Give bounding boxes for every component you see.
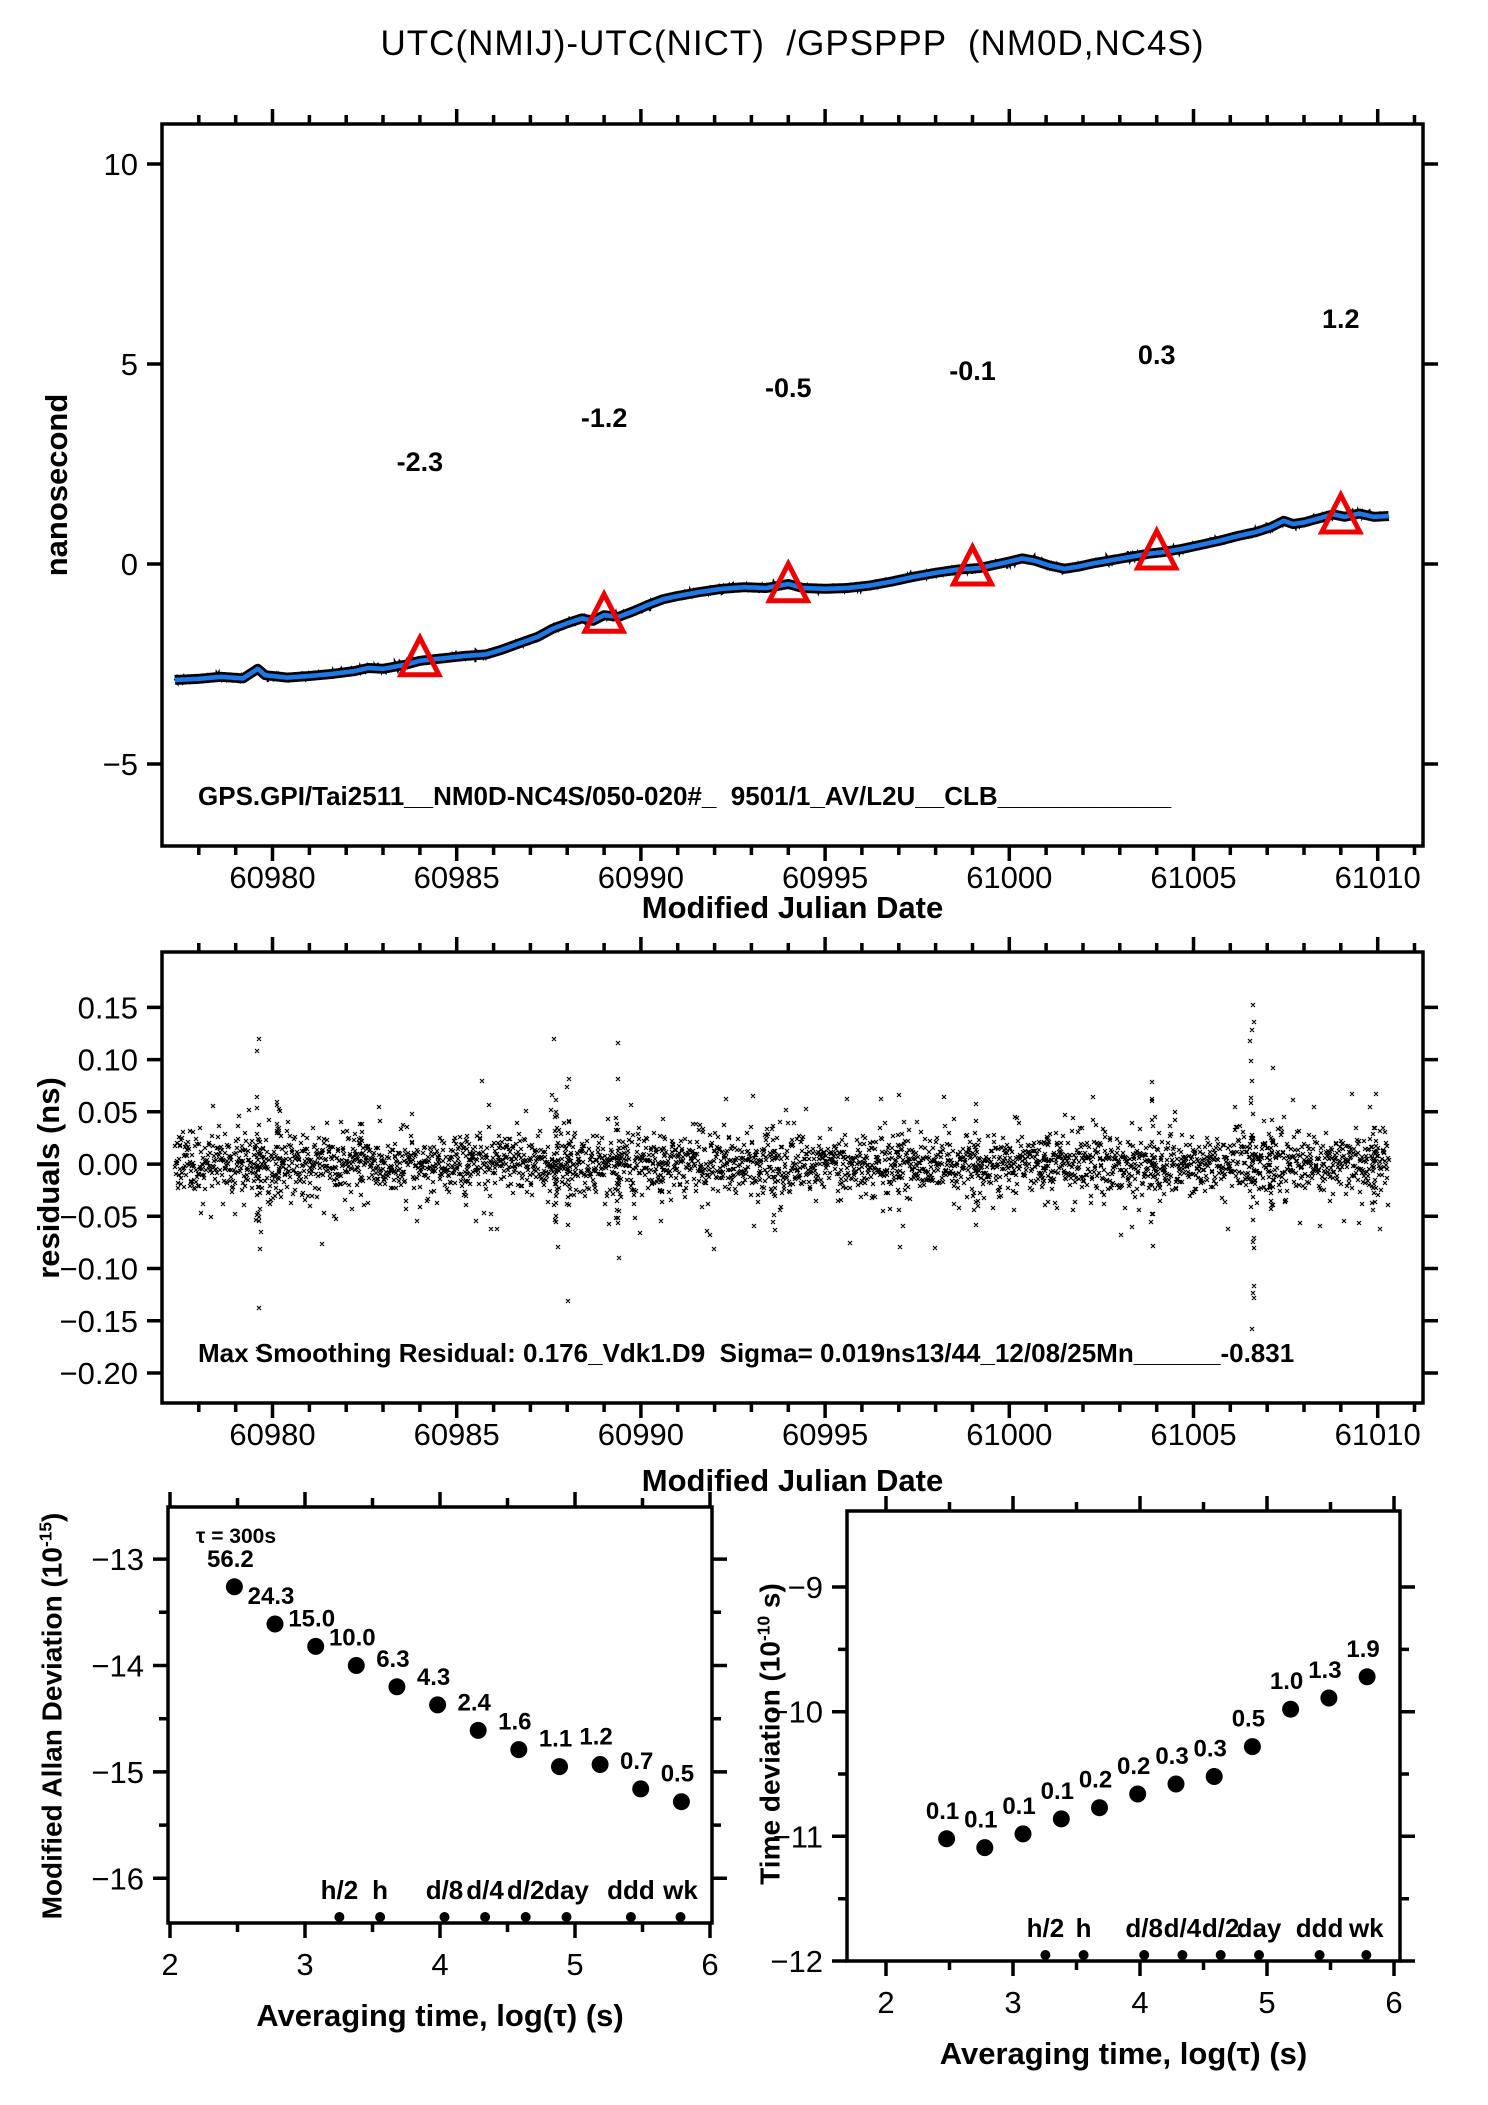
tdev-y-axis-title-sup: -10	[753, 1615, 774, 1641]
reference-tau-dot	[480, 1912, 490, 1922]
svg-text:61005: 61005	[1150, 1417, 1237, 1452]
svg-text:−0.05: −0.05	[59, 1199, 138, 1235]
residuals-y-axis-title: residuals (ns)	[31, 1077, 66, 1279]
reference-tau-label: h/2	[320, 1875, 359, 1905]
deviation-data-point	[267, 1616, 284, 1633]
reference-tau-label: d/8	[1125, 1913, 1163, 1943]
reference-tau-label: d/8	[425, 1875, 464, 1905]
svg-text:0: 0	[120, 547, 138, 582]
deviation-data-point	[348, 1657, 365, 1674]
deviation-data-point	[388, 1678, 405, 1695]
reference-tau-label: h	[1075, 1913, 1092, 1943]
svg-text:6: 6	[1385, 1985, 1403, 2020]
reference-tau-label: day	[544, 1875, 589, 1905]
residuals-x-axis-title: Modified Julian Date	[641, 1463, 944, 1498]
deviation-data-point	[1282, 1701, 1299, 1718]
reference-tau-dot	[562, 1912, 572, 1922]
svg-text:2: 2	[161, 1947, 179, 1982]
mdev-y-axis-title-tail: )	[36, 1512, 68, 1522]
tdev-y-axis-title-tail: s)	[754, 1583, 786, 1616]
tdev-panel	[770, 1496, 1415, 2020]
deviation-value-label: 24.3	[247, 1583, 295, 1610]
svg-text:0.05: 0.05	[77, 1094, 138, 1130]
svg-text:0.00: 0.00	[77, 1147, 138, 1183]
deviation-value-label: 0.1	[1002, 1792, 1036, 1820]
triangle-value-label: 0.3	[1137, 340, 1176, 370]
svg-text:−10: −10	[770, 1694, 823, 1730]
triangle-value-label: -0.1	[949, 356, 996, 386]
svg-text:60990: 60990	[597, 860, 685, 895]
deviation-data-point	[1244, 1738, 1261, 1755]
deviation-data-point	[510, 1741, 527, 1758]
deviation-data-point	[1053, 1810, 1070, 1827]
deviation-value-label: 0.3	[1155, 1743, 1189, 1770]
svg-text:−0.15: −0.15	[59, 1303, 138, 1339]
reference-tau-label: day	[1236, 1913, 1282, 1943]
residuals-annotation: Max Smoothing Residual: 0.176_Vdk1.D9 Sigma= 0.019ns13/44_12/08/25Mn______-0.831	[198, 1338, 1295, 1368]
svg-text:60995: 60995	[781, 860, 869, 895]
svg-text:6: 6	[701, 1947, 719, 1982]
svg-text:61005: 61005	[1150, 860, 1237, 895]
svg-text:4: 4	[1131, 1985, 1149, 2020]
tdev-y-axis-title	[753, 1583, 786, 1885]
deviation-data-point	[673, 1793, 690, 1810]
deviation-value-label: 0.3	[1193, 1735, 1227, 1763]
phase-x-axis-title: Modified Julian Date	[641, 890, 944, 925]
deviation-value-label: 1.3	[1308, 1657, 1342, 1684]
tdev-x-axis-title: Averaging time, log(τ) (s)	[939, 2036, 1308, 2071]
reference-tau-label: h	[372, 1875, 389, 1905]
deviation-value-label: 0.7	[620, 1747, 654, 1775]
deviation-value-label: 0.1	[925, 1797, 960, 1825]
svg-text:−11: −11	[772, 1819, 823, 1855]
svg-text:5: 5	[120, 347, 138, 382]
residual-scatter-points	[173, 1003, 1391, 1351]
svg-text:10: 10	[103, 147, 138, 182]
svg-text:61000: 61000	[966, 860, 1053, 895]
triangle-value-label: 1.2	[1322, 304, 1360, 334]
deviation-value-label: 0.5	[660, 1760, 695, 1788]
deviation-value-label: 0.1	[1040, 1777, 1074, 1805]
deviation-data-point	[632, 1780, 649, 1797]
residuals-panel	[60, 937, 1438, 1452]
svg-text:−0.20: −0.20	[59, 1356, 138, 1391]
phase-panel	[103, 109, 1438, 895]
reference-tau-dot	[334, 1912, 344, 1922]
tdev-y-axis-title-main: Time deviation (10	[754, 1640, 786, 1885]
mdev-y-axis-title-sup: -15	[35, 1521, 56, 1548]
deviation-value-label: 1.9	[1346, 1635, 1380, 1663]
reference-tau-dot	[1216, 1950, 1226, 1960]
reference-tau-label: wk	[663, 1875, 698, 1905]
deviation-value-label: 0.5	[1231, 1705, 1266, 1733]
deviation-data-point	[592, 1756, 609, 1773]
phase-annotation: GPS.GPI/Tai2511__NM0D-NC4S/050-020#_ 9501/1_AV/L2U__CLB____________	[198, 781, 1172, 811]
reference-tau-dot	[1177, 1950, 1187, 1960]
triangle-value-label: -0.5	[765, 372, 812, 403]
svg-text:−5: −5	[102, 747, 138, 782]
deviation-value-label: 0.2	[1117, 1753, 1151, 1780]
triangle-value-label: -1.2	[580, 403, 628, 434]
svg-text:60980: 60980	[229, 860, 316, 895]
svg-text:5: 5	[1258, 1985, 1276, 2020]
mdev-x-axis-title: Averaging time, log(τ) (s)	[256, 1998, 624, 2033]
reference-tau-dot	[521, 1912, 531, 1922]
svg-text:−9: −9	[787, 1570, 823, 1605]
deviation-data-point	[938, 1830, 955, 1847]
reference-tau-label: h/2	[1026, 1913, 1065, 1943]
reference-tau-dot	[676, 1912, 686, 1922]
svg-text:4: 4	[431, 1947, 449, 1982]
svg-text:61010: 61010	[1334, 1417, 1421, 1452]
mdev-tau-note: τ = 300s	[196, 1525, 277, 1548]
svg-text:−13: −13	[91, 1542, 144, 1578]
svg-text:60985: 60985	[413, 860, 500, 895]
deviation-data-point	[226, 1578, 243, 1595]
svg-text:61000: 61000	[966, 1417, 1053, 1452]
phase-y-axis-title: nanosecond	[39, 393, 74, 577]
svg-text:−15: −15	[91, 1754, 144, 1790]
reference-tau-label: ddd	[607, 1875, 655, 1905]
triangle-value-label: -2.3	[396, 446, 444, 477]
svg-text:61010: 61010	[1334, 860, 1421, 895]
deviation-value-label: 1.2	[579, 1723, 613, 1751]
reference-tau-dot	[1361, 1950, 1371, 1960]
svg-text:0.10: 0.10	[77, 1042, 138, 1078]
deviation-data-point	[1359, 1668, 1376, 1685]
figure-title: UTC(NMIJ)-UTC(NICT) /GPSPPP (NM0D,NC4S)	[380, 24, 1205, 63]
deviation-data-point	[976, 1839, 993, 1856]
reference-tau-label: d/2	[506, 1875, 545, 1905]
deviation-data-point	[1320, 1690, 1337, 1707]
svg-text:3: 3	[1004, 1985, 1022, 2020]
svg-text:60980: 60980	[229, 1417, 316, 1452]
svg-text:−0.10: −0.10	[59, 1251, 138, 1287]
deviation-value-label: 1.6	[498, 1708, 532, 1736]
deviation-data-point	[1168, 1776, 1185, 1793]
deviation-value-label: 1.0	[1269, 1668, 1304, 1696]
reference-tau-dot	[1079, 1950, 1089, 1960]
reference-tau-dot	[1254, 1950, 1264, 1960]
deviation-data-point	[551, 1758, 568, 1775]
svg-text:0.15: 0.15	[77, 990, 138, 1026]
deviation-value-label: 6.3	[376, 1645, 410, 1673]
svg-text:3: 3	[296, 1947, 314, 1982]
deviation-data-point	[1129, 1786, 1146, 1803]
reference-tau-label: d/4	[466, 1875, 504, 1905]
reference-tau-dot	[626, 1912, 636, 1922]
reference-tau-label: ddd	[1295, 1913, 1344, 1943]
reference-tau-dot	[440, 1912, 450, 1922]
mdev-y-axis-title-main: Modified Allan Deviation (10	[36, 1547, 68, 1920]
svg-text:−14: −14	[91, 1648, 144, 1684]
deviation-data-point	[1015, 1825, 1032, 1842]
deviation-data-point	[429, 1696, 446, 1713]
reference-tau-dot	[375, 1912, 385, 1922]
deviation-value-label: 0.1	[964, 1806, 998, 1834]
svg-text:60990: 60990	[597, 1417, 685, 1452]
deviation-data-point	[1091, 1799, 1108, 1816]
reference-tau-dot	[1315, 1950, 1325, 1960]
deviation-data-point	[307, 1638, 324, 1655]
deviation-value-label: 15.0	[288, 1605, 336, 1633]
svg-text:5: 5	[566, 1947, 584, 1982]
svg-text:2: 2	[877, 1985, 895, 2020]
deviation-value-label: 2.4	[457, 1689, 491, 1717]
reference-tau-label: d/2	[1201, 1913, 1240, 1943]
reference-tau-label: d/4	[1163, 1913, 1202, 1943]
reference-tau-label: wk	[1348, 1913, 1384, 1943]
deviation-value-label: 56.2	[207, 1545, 254, 1573]
mdev-y-axis-title	[35, 1513, 68, 1920]
svg-text:−16: −16	[91, 1861, 144, 1897]
svg-text:−12: −12	[770, 1944, 823, 1979]
deviation-data-point	[470, 1722, 487, 1739]
deviation-value-label: 1.1	[538, 1725, 573, 1753]
reference-tau-dot	[1139, 1950, 1149, 1960]
svg-text:60985: 60985	[413, 1417, 500, 1452]
mdev-panel	[91, 1492, 727, 1982]
deviation-value-label: 0.2	[1078, 1766, 1113, 1794]
deviation-value-label: 4.3	[416, 1663, 451, 1691]
svg-text:60995: 60995	[781, 1417, 869, 1452]
deviation-value-label: 10.0	[328, 1624, 376, 1652]
reference-tau-dot	[1040, 1950, 1050, 1960]
deviation-data-point	[1206, 1768, 1223, 1785]
